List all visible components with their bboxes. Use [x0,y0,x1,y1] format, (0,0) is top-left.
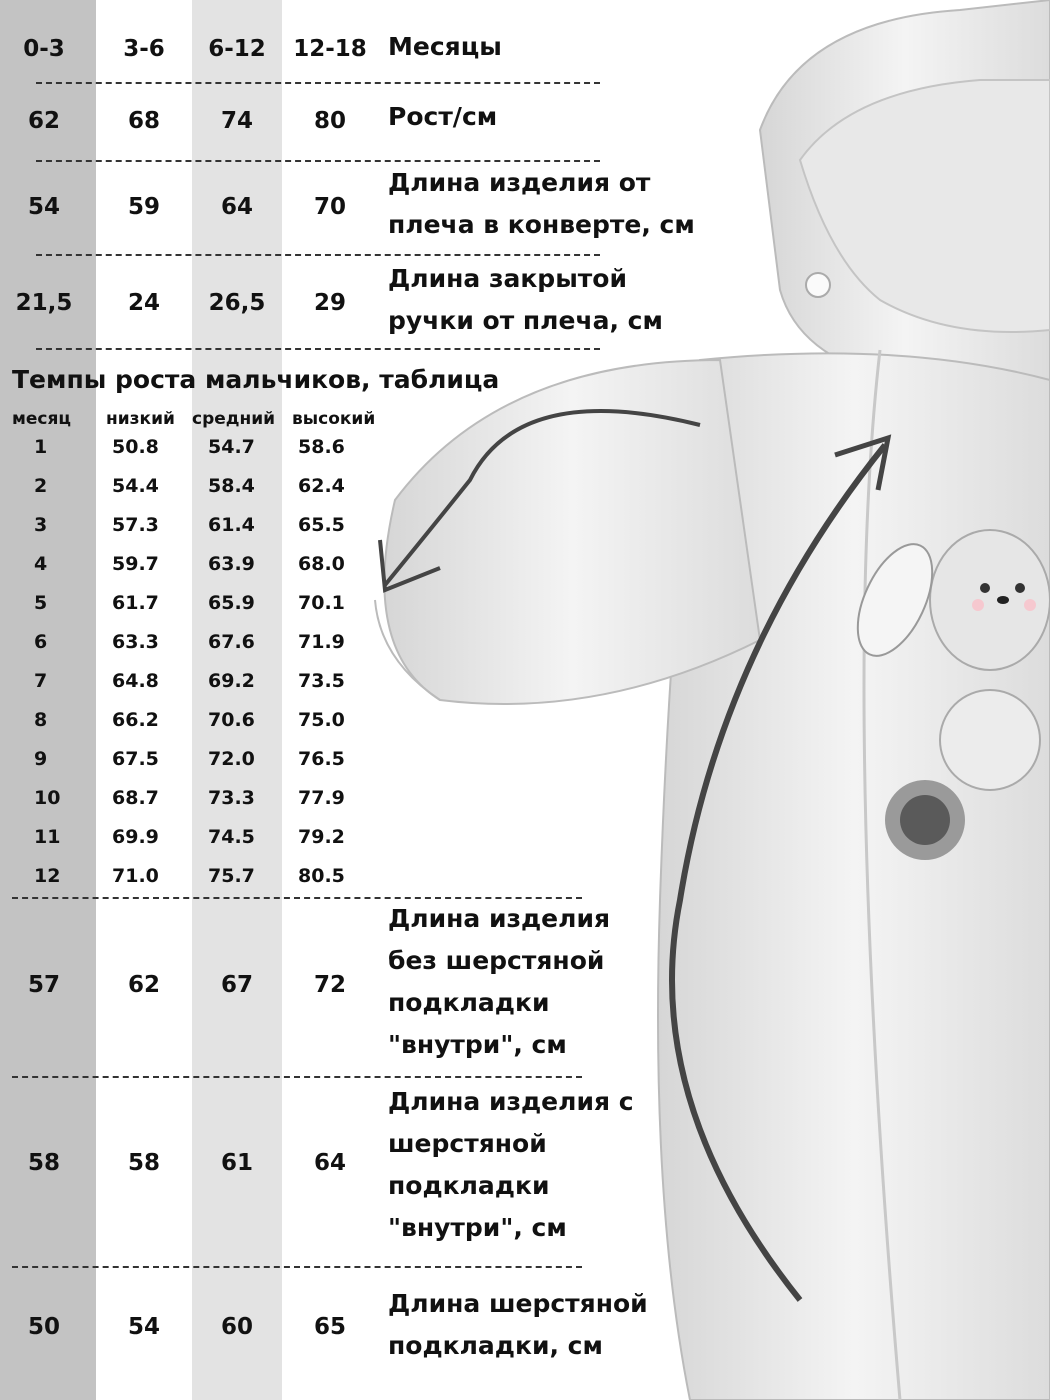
size-cell: 59 [127,194,160,220]
lower-cell: 57 [27,972,60,998]
size-cell: 74 [220,108,253,134]
growth-cell: 67.5 [112,748,159,770]
row-divider [12,897,582,899]
growth-cell: 73.3 [208,787,255,809]
growth-cell: 69.2 [208,670,255,692]
growth-cell: 71.0 [112,865,159,887]
growth-cell: 7 [34,670,48,692]
lower-cell: 72 [313,972,346,998]
growth-cell: 1 [34,436,48,458]
growth-cell: 4 [34,553,48,575]
growth-cell: 73.5 [298,670,345,692]
growth-cell: 68.7 [112,787,159,809]
growth-header: низкий [106,409,175,429]
growth-cell: 67.6 [208,631,255,653]
growth-header: средний [192,409,276,429]
growth-cell: 63.3 [112,631,159,653]
lower-cell: 58 [27,1150,60,1176]
growth-cell: 61.7 [112,592,159,614]
growth-cell: 54.7 [208,436,255,458]
growth-header: месяц [12,409,72,429]
growth-cell: 75.7 [208,865,255,887]
growth-table-title: Темпы роста мальчиков, таблица [12,365,500,394]
row-divider [36,82,600,84]
lower-cell: 67 [220,972,253,998]
growth-cell: 71.9 [298,631,345,653]
size-cell: 70 [313,194,346,220]
growth-cell: 8 [34,709,48,731]
row-divider [12,1076,582,1078]
growth-cell: 12 [34,865,61,887]
growth-cell: 66.2 [112,709,159,731]
lower-cell: 64 [313,1150,346,1176]
growth-cell: 80.5 [298,865,345,887]
size-cell: 26,5 [208,290,266,316]
lower-cell: 58 [127,1150,160,1176]
row-divider [12,1266,582,1268]
growth-cell: 77.9 [298,787,345,809]
size-row-label: Рост/см [388,102,498,131]
growth-cell: 54.4 [112,475,159,497]
growth-cell: 6 [34,631,48,653]
size-cell: 80 [313,108,346,134]
growth-cell: 65.9 [208,592,255,614]
growth-cell: 57.3 [112,514,159,536]
size-cell: 24 [127,290,160,316]
size-cell: 29 [313,290,346,316]
lower-row-label: Длина шерстяной подкладки, см [388,1289,648,1360]
size-row-label: Длина закрытой ручки от плеча, см [388,264,663,335]
growth-cell: 62.4 [298,475,345,497]
growth-header: высокий [292,409,376,429]
size-row-label: Длина изделия от плеча в конверте, см [388,168,695,239]
growth-cell: 61.4 [208,514,255,536]
size-cell: 6-12 [208,36,266,62]
growth-cell: 69.9 [112,826,159,848]
size-cell: 21,5 [15,290,73,316]
lower-cell: 60 [220,1314,253,1340]
lower-cell: 65 [313,1314,346,1340]
growth-cell: 72.0 [208,748,255,770]
growth-cell: 59.7 [112,553,159,575]
growth-cell: 2 [34,475,48,497]
growth-cell: 10 [34,787,61,809]
lower-cell: 50 [27,1314,60,1340]
size-cell: 54 [27,194,60,220]
lower-cell: 54 [127,1314,160,1340]
growth-cell: 58.4 [208,475,255,497]
size-cell: 0-3 [23,36,65,62]
growth-cell: 3 [34,514,48,536]
size-cell: 12-18 [293,36,367,62]
growth-cell: 76.5 [298,748,345,770]
row-divider [36,254,600,256]
size-cell: 64 [220,194,253,220]
growth-cell: 63.9 [208,553,255,575]
lower-cell: 62 [127,972,160,998]
growth-cell: 9 [34,748,48,770]
lower-row-label: Длина изделия с шерстяной подкладки "внутри", см [388,1087,634,1242]
growth-cell: 74.5 [208,826,255,848]
growth-cell: 58.6 [298,436,345,458]
lower-row-label: Длина изделия без шерстяной подкладки "внутри", см [388,904,611,1059]
size-cell: 62 [27,108,60,134]
lower-cell: 61 [220,1150,253,1176]
growth-cell: 5 [34,592,48,614]
growth-cell: 65.5 [298,514,345,536]
size-row-label: Месяцы [388,32,502,61]
size-cell: 3-6 [123,36,165,62]
growth-cell: 50.8 [112,436,159,458]
growth-cell: 70.1 [298,592,345,614]
growth-cell: 64.8 [112,670,159,692]
growth-cell: 70.6 [208,709,255,731]
growth-cell: 11 [34,826,61,848]
row-divider [36,160,600,162]
growth-cell: 75.0 [298,709,345,731]
growth-cell: 68.0 [298,553,345,575]
growth-cell: 79.2 [298,826,345,848]
size-cell: 68 [127,108,160,134]
row-divider [36,348,600,350]
